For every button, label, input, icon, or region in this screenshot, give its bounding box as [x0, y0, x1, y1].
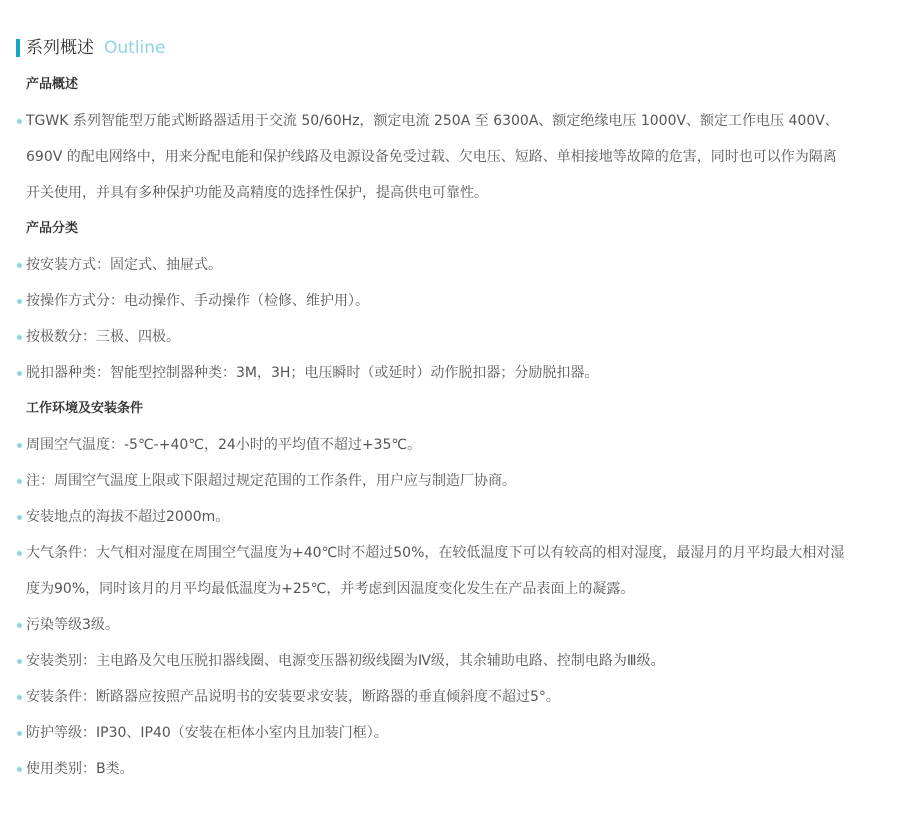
list-item [0, 715, 900, 751]
bullet-dot-icon [17, 443, 22, 448]
list-item [0, 751, 900, 787]
list-item-text: 安装条件：断路器应按照产品说明书的安装要求安装，断路器的垂直倾斜度不超过5°。 [26, 689, 560, 705]
page-subtitle: Outline [104, 38, 166, 58]
list-item-text: 周围空气温度：-5℃-+40℃，24小时的平均值不超过+35℃。 [26, 437, 422, 453]
list-item [0, 643, 900, 679]
list-item-text: 安装地点的海拔不超过2000m。 [26, 509, 230, 525]
bullet-dot-icon [17, 623, 22, 628]
list-item-text: 大气条件：大气相对湿度在周围空气温度为+40℃时不超过50%，在较低温度下可以有较高的相对湿度，最湿月的月平均最大相对湿度为90%，同时该月的月平均最低温度为+25℃，并考虑到因温度变化发生在产品表面上的凝露。 [26, 545, 845, 597]
bullet-dot-icon [17, 515, 22, 520]
section-title: 产品分类 [26, 221, 79, 236]
list-item [0, 463, 900, 499]
list-item [0, 679, 900, 715]
list-item [0, 427, 900, 463]
list-item-text: 注：周围空气温度上限或下限超过规定范围的工作条件，用户应与制造厂协商。 [26, 473, 516, 489]
list-item [0, 355, 900, 391]
list-item-text: 按极数分：三极、四极。 [26, 329, 180, 345]
section-product-overview [0, 67, 900, 211]
list-item-text: 使用类别：B类。 [26, 761, 134, 777]
list-item [0, 499, 900, 535]
list-item [0, 607, 900, 643]
bullet-dot-icon [17, 299, 22, 304]
content-area [0, 67, 900, 787]
list-item-text: 按操作方式分：电动操作、手动操作（检修、维护用）。 [26, 293, 369, 309]
header-accent-bar [16, 39, 20, 57]
list-item [0, 283, 900, 319]
list-item-text: 污染等级3级。 [26, 617, 119, 633]
bullet-dot-icon [17, 263, 22, 268]
bullet-dot-icon [17, 119, 22, 124]
bullet-dot-icon [17, 551, 22, 556]
page-title: 系列概述 [26, 38, 94, 58]
section-title: 产品概述 [26, 77, 79, 92]
bullet-dot-icon [17, 371, 22, 376]
section-header [16, 37, 166, 59]
list-item-text: 防护等级：IP30、IP40（安装在柜体小室内且加装门框）。 [26, 725, 388, 741]
bullet-dot-icon [17, 335, 22, 340]
list-item-text: 按安装方式：固定式、抽屉式。 [26, 257, 222, 273]
list-item [0, 319, 900, 355]
list-item [0, 535, 900, 607]
list-item-text: 脱扣器种类：智能型控制器种类：3M，3H；电压瞬时（或延时）动作脱扣器；分励脱扣器。 [26, 365, 599, 381]
list-item [0, 247, 900, 283]
section-product-classification [0, 211, 900, 391]
bullet-dot-icon [17, 659, 22, 664]
section-working-environment [0, 391, 900, 787]
bullet-dot-icon [17, 479, 22, 484]
list-item [0, 103, 900, 211]
list-item-text: 安装类别：主电路及欠电压脱扣器线圈、电源变压器初级线圈为Ⅳ级，其余辅助电路、控制电路为Ⅲ级。 [26, 653, 665, 669]
section-title: 工作环境及安装条件 [26, 401, 144, 416]
list-item-text: TGWK 系列智能型万能式断路器适用于交流 50/60Hz，额定电流 250A 至 6300A、额定绝缘电压 1000V、额定工作电压 400V、690V 的配电网络中，用来分配电能和保护线路及电源设备免受过载、欠电压、短路、单相接地等故障的危害，同时也可以作为隔离开关使用，并具有多种保护功能及高精度的选择性保护，提高供电可靠性。 [26, 113, 839, 201]
bullet-dot-icon [17, 695, 22, 700]
bullet-dot-icon [17, 767, 22, 772]
bullet-dot-icon [17, 731, 22, 736]
